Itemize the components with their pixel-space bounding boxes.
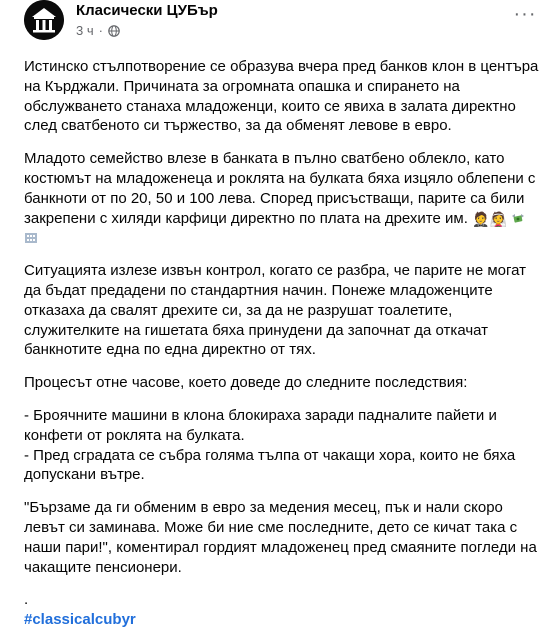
more-options-button[interactable]: ··· bbox=[513, 3, 537, 25]
paragraph-intro: Истинско стълпотворение се образува вчера пред банков клон в центъра на Кърджали. Причината за огромната опашка и спирането на обслужването станаха младоженци, които се явиха в залата директно след сватбеното си тържество, за да обменят левове в евро. bbox=[24, 58, 539, 135]
paragraph-process: Процесът отне часове, което доведе до следните последствия: bbox=[24, 374, 468, 392]
post-header bbox=[24, 0, 539, 44]
list-item: - Броячните машини в клона блокираха заради падналите пайети и конфети от роклята на булката. bbox=[24, 406, 497, 444]
groom-emoji-icon: 🤵 bbox=[472, 210, 490, 227]
bank-building-icon bbox=[24, 232, 38, 243]
logo-icon bbox=[24, 0, 64, 40]
paragraph-situation: Ситуацията излезе извън контрол, когато се разбра, че парите не могат да бъдат предадени по стандартния начин. Понеже младоженците отказаха да свалят дрехите си, за да не разрушат тоалетите, служителките на гишетата бяха принудени да започнат да откачат банкнотите една по една директно от тях. bbox=[24, 262, 527, 359]
globe-icon bbox=[108, 25, 120, 37]
money-with-wings-icon bbox=[511, 213, 525, 224]
list-item: - Пред сградата се събра голяма тълпа от чакащи хора, които не бяха допускани вътре. bbox=[24, 446, 516, 484]
post-time[interactable]: 3 ч bbox=[76, 23, 94, 38]
bride-emoji-icon: 👰 bbox=[489, 210, 507, 227]
paragraph-outfit bbox=[24, 149, 544, 248]
post-body bbox=[24, 57, 544, 630]
paragraph-outfit-text: Младото семейство влезе в банката в пълно сватбено облекло, като костюмът на младоженеца и роклята на булката бяха изцяло облепени с банкноти от по 20, 50 и 100 лева. Според присъстващи, парите са били закрепени с хиляди карфици директно по платa на дрехите им. bbox=[24, 150, 536, 227]
hashtag-link[interactable]: #classicalcubyr bbox=[24, 611, 136, 629]
page-avatar[interactable] bbox=[24, 0, 64, 40]
consequences-list bbox=[24, 406, 544, 485]
paragraph-quote: "Бързаме да ги обменим в евро за медения месец, пък и нали скоро левът си заминава. Може би ние сме последните, дето се кичат така с наши пари!", коментирал гордият младоженец пред смаяните погледи на чакащите пенсионери. bbox=[24, 499, 537, 576]
post-meta bbox=[76, 23, 120, 38]
trailing-dot: . bbox=[24, 591, 29, 609]
meta-separator: · bbox=[98, 23, 103, 38]
page-name[interactable]: Класически ЦУБър bbox=[76, 2, 218, 19]
